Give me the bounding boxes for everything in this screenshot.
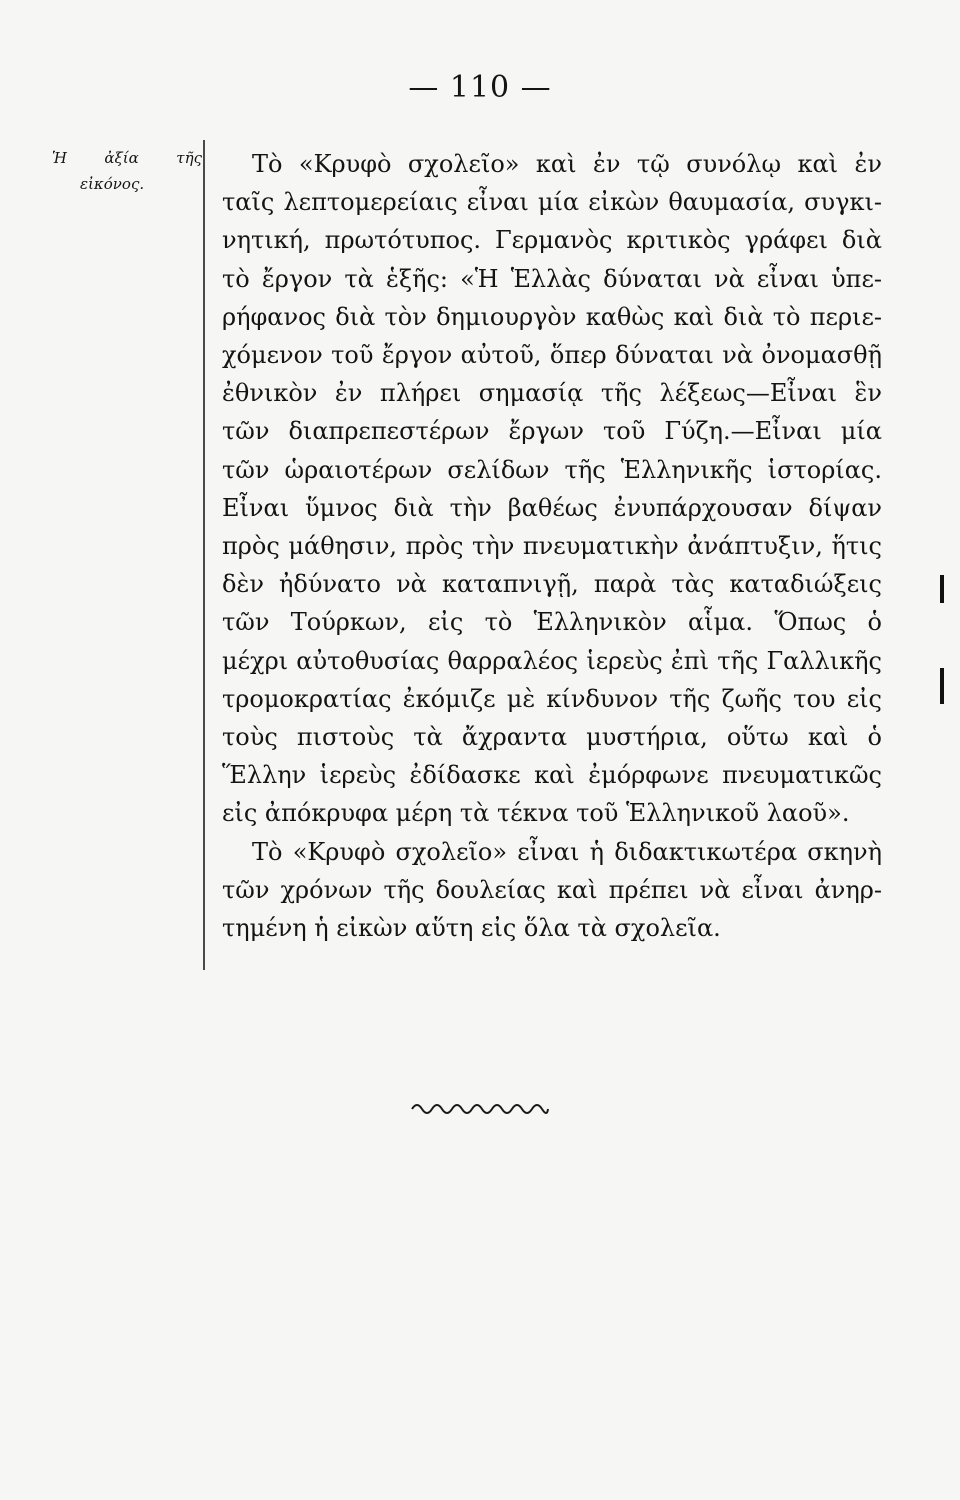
text-line: Ἕλλην ἱερεὺς ἐδίδασκε καὶ ἐμόρφωνε πνευματικῶς	[222, 761, 882, 790]
text-line: δὲν ἠδύνατο νὰ καταπνιγῇ, παρὰ τὰς καταδιώξεις	[222, 570, 882, 599]
wavy-ornament	[410, 1095, 550, 1121]
text-line: τῶν χρόνων τῆς δουλείας καὶ πρέπει νὰ εἶναι ἀνηρ-	[222, 875, 882, 904]
margin-rule	[203, 140, 205, 970]
text-line: μέχρι αὐτοθυσίας θαρραλέος ἱερεὺς ἐπὶ τῆς Γαλλικῆς	[222, 646, 882, 675]
text-line: χόμενον τοῦ ἔργον αὐτοῦ, ὅπερ δύναται νὰ ὀνομασθῇ	[222, 341, 882, 370]
text-line: Εἶναι ὕμνος διὰ τὴν βαθέως ἐνυπάρχουσαν δίψαν	[222, 493, 882, 522]
text-line: τῶν διαπρεπεστέρων ἔργων τοῦ Γύζη.—Εἶναι μία	[222, 417, 882, 446]
text-line: Τὸ «Κρυφὸ σχολεῖο» καὶ ἐν τῷ συνόλῳ καὶ ἐν	[252, 150, 882, 178]
text-line: τρομοκρατίας ἐκόμιζε μὲ κίνδυνον τῆς ζωῆς του εἰς	[222, 684, 882, 713]
text-line: τὸ ἔργον τὰ ἑξῆς: «Ἡ Ἑλλὰς δύναται νὰ εἶναι ὑπε-	[222, 264, 882, 293]
paragraph-2	[222, 833, 882, 948]
text-line: Τὸ «Κρυφὸ σχολεῖο» εἶναι ἡ διδακτικωτέρα σκηνὴ	[252, 837, 882, 866]
text-line: εἰς ἀπόκρυφα μέρη τὰ τέκνα τοῦ Ἑλληνικοῦ λαοῦ».	[222, 799, 850, 828]
text-line: νητική, πρωτότυπος. Γερμανὸς κριτικὸς γράφει διὰ	[222, 226, 882, 255]
paragraph-1	[222, 145, 882, 833]
text-line: τῶν Τούρκων, εἰς τὸ Ἑλληνικὸν αἷμα. Ὅπως ὁ	[222, 608, 882, 637]
text-line: ἐθνικὸν ἐν πλήρει σημασίᾳ τῆς λέξεως—Εἶναι ἓν	[222, 379, 882, 408]
text-line: τοὺς πιστοὺς τὰ ἄχραντα μυστήρια, οὕτω καὶ ὁ	[222, 723, 882, 752]
margin-note-line: εἰκόνος.	[80, 175, 145, 193]
page-edge-mark	[940, 575, 944, 603]
page-edge-mark	[940, 668, 944, 704]
text-line: ρήφανος διὰ τὸν δημιουργὸν καθὼς καὶ διὰ τὸ περιε-	[222, 302, 882, 331]
margin-note	[52, 145, 202, 197]
text-line: ταῖς λεπτομερείαις εἶναι μία εἰκὼν θαυμασία, συγκι-	[222, 188, 882, 217]
text-line: πρὸς μάθησιν, πρὸς τὴν πνευματικὴν ἀνάπτυξιν, ἥτις	[222, 532, 882, 561]
page-number: — 110 —	[408, 70, 552, 105]
body-text	[222, 145, 882, 947]
margin-note-line: Ἡ ἀξία τῆς	[52, 149, 202, 167]
text-line: τῶν ὡραιοτέρων σελίδων τῆς Ἑλληνικῆς ἱστορίας.	[222, 455, 882, 484]
text-line: τημένη ἡ εἰκὼν αὕτη εἰς ὅλα τὰ σχολεῖα.	[222, 914, 721, 943]
